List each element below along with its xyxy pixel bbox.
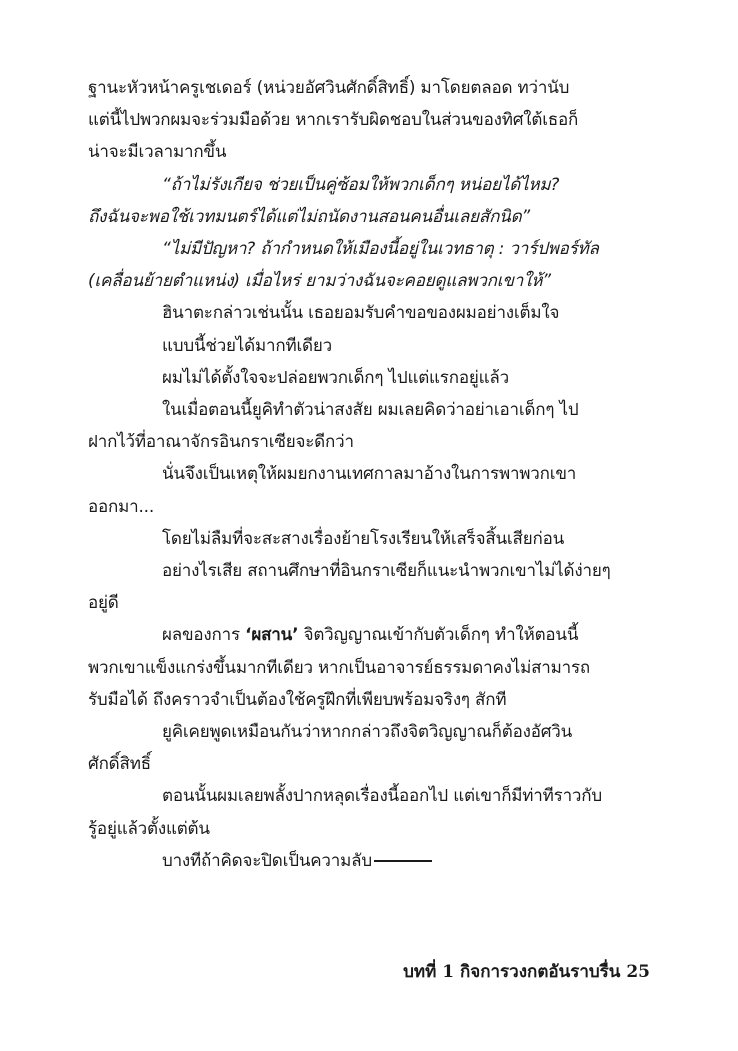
emphasis-word: ‘ผสาน’ bbox=[245, 625, 299, 646]
text-line: ศักดิ์สิทธิ์ bbox=[88, 754, 151, 775]
text-line: อยู่ดี bbox=[88, 593, 119, 614]
text-line: ตอนนั้นผมเลยพลั้งปากหลุดเรื่องนี้ออกไป แต่เขาก็มีท่าทีราวกับ bbox=[162, 786, 602, 807]
dialogue-line: “ไม่มีปัญหา? ถ้ากำหนดให้เมืองนี้อยู่ในเวทธาตุ : วาร์ปพอร์ทัล bbox=[162, 239, 599, 260]
text-line: ฝากไว้ที่อาณาจักรอินกราเซียจะดีกว่า bbox=[88, 432, 354, 453]
dialogue-line: “ถ้าไม่รังเกียจ ช่วยเป็นคู่ซ้อมให้พวกเด็กๆ หน่อยได้ไหม? bbox=[162, 174, 560, 195]
text-line: อย่างไรเสีย สถานศึกษาที่อินกราเซียก็แนะนำพวกเขาไม่ได้ง่ายๆ bbox=[162, 561, 611, 582]
text-line: น่าจะมีเวลามากขึ้น bbox=[88, 142, 227, 163]
emphasis-line bbox=[88, 619, 650, 651]
text-line: ออกมา... bbox=[88, 496, 155, 517]
text-line: ผมไม่ได้ตั้งใจจะปล่อยพวกเด็กๆ ไปแต่แรกอยู่แล้ว bbox=[162, 367, 509, 388]
text-line: ฐานะหัวหน้าครูเชเดอร์ (หน่วยอัศวินศักดิ์สิทธิ์) มาโดยตลอด ทว่านับ bbox=[88, 78, 570, 98]
text-line: พวกเขาแข็งแกร่งขึ้นมากทีเดียว หากเป็นอาจารย์ธรรมดาคงไม่สามารถ bbox=[88, 657, 591, 678]
text-line: แต่นี้ไปพวกผมจะร่วมมือด้วย หากเรารับผิดชอบในส่วนของทิศใต้เธอก็ bbox=[88, 110, 579, 131]
emphasis-prefix: ผลของการ bbox=[162, 625, 240, 646]
text-line: โดยไม่ลืมที่จะสะสางเรื่องย้ายโรงเรียนให้เสร็จสิ้นเสียก่อน bbox=[162, 528, 564, 549]
text-line: ฮินาตะกล่าวเช่นนั้น เธอยอมรับคำขอของผมอย่างเต็มใจ bbox=[162, 303, 560, 324]
page-body bbox=[88, 72, 650, 877]
page-footer: บทที่ 1 กิจการวงกตอันราบรื่น 25 bbox=[403, 962, 650, 982]
final-text: บางทีถ้าคิดจะปิดเป็นความลับ bbox=[162, 850, 372, 871]
final-line bbox=[88, 845, 650, 877]
text-line: นั่นจึงเป็นเหตุให้ผมยกงานเทศกาลมาอ้างในการพาพวกเขา bbox=[162, 464, 577, 485]
em-dash-rule bbox=[374, 860, 432, 862]
text-line: ยูคิเคยพูดเหมือนกันว่าหากกล่าวถึงจิตวิญญาณก็ต้องอัศวิน bbox=[162, 722, 573, 743]
text-line: รับมือได้ ถึงคราวจำเป็นต้องใช้ครูฝึกที่เพียบพร้อมจริงๆ สักที bbox=[88, 689, 507, 710]
text-line: ในเมื่อตอนนี้ยูคิทำตัวน่าสงสัย ผมเลยคิดว่าอย่าเอาเด็กๆ ไป bbox=[162, 400, 579, 421]
emphasis-suffix: จิตวิญญาณเข้ากับตัวเด็กๆ ทำให้ตอนนี้ bbox=[303, 625, 579, 646]
dialogue-line: (เคลื่อนย้ายตำแหน่ง) เมื่อไหร่ ยามว่างฉันจะคอยดูแลพวกเขาให้” bbox=[88, 271, 551, 292]
text-line: แบบนี้ช่วยได้มากทีเดียว bbox=[162, 335, 333, 356]
dialogue-line: ถึงฉันจะพอใช้เวทมนตร์ได้แต่ไม่ถนัดงานสอนคนอื่นเลยสักนิด” bbox=[88, 206, 531, 227]
text-line: รู้อยู่แล้วตั้งแต่ต้น bbox=[88, 818, 210, 839]
